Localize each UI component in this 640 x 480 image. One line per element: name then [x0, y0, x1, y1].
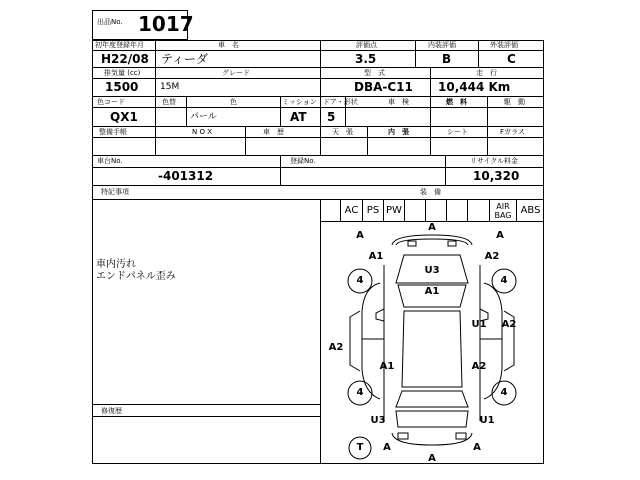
exterior-score-value: C — [507, 52, 516, 66]
score-label: 評価点 — [356, 41, 377, 49]
damage-mark-windshield: A1 — [424, 286, 440, 297]
interior-score-value: B — [442, 52, 452, 66]
nox-label: N O X — [192, 128, 212, 136]
damage-mark-hood: U3 — [424, 265, 440, 276]
glass-label: Fガラス — [500, 128, 525, 136]
score-value: 3.5 — [355, 52, 377, 66]
color-value: パール — [190, 112, 217, 122]
notes-label: 特記事項 — [101, 188, 129, 196]
transmission-label: ミッション — [282, 98, 317, 106]
equipment-cell: ABS — [516, 200, 544, 221]
rear-window-outline — [396, 391, 468, 407]
damage-mark-rear-right: A — [473, 442, 481, 453]
damage-mark-tire-rl: 4 — [356, 387, 364, 398]
front-bumper-outline — [392, 235, 472, 245]
damage-mark-rear-center: A — [428, 453, 436, 464]
roof-outline — [402, 311, 462, 387]
recycle-label: リサイクル料金 — [470, 157, 519, 165]
mileage-value: 10,444 Km — [438, 80, 511, 94]
damage-mark-front-center: A — [428, 222, 436, 233]
lot-number: 1017 — [138, 12, 194, 36]
color-code-value: QX1 — [110, 110, 138, 124]
trunk-outline — [396, 411, 468, 427]
model-label: 型 式 — [364, 69, 385, 77]
damage-mark-right-door-u: U1 — [471, 319, 487, 330]
recycle-value: 10,320 — [473, 169, 520, 183]
seat-label: シート — [447, 128, 468, 136]
damage-mark-right-rear-fender: U1 — [479, 415, 495, 426]
color-change-label: 色替 — [162, 98, 176, 106]
drive-label: 駆 動 — [504, 98, 525, 106]
equipment-cell — [467, 200, 489, 221]
damage-mark-tire-rr: 4 — [500, 387, 508, 398]
damage-mark-front-right: A — [496, 230, 504, 241]
doors-label: ドア・形状 — [323, 98, 358, 106]
transmission-value: AT — [290, 110, 307, 124]
inspection-label: 車 検 — [388, 98, 409, 106]
damage-mark-right-door-a: A2 — [501, 319, 517, 330]
equipment-cell: PS — [362, 200, 383, 221]
damage-mark-left-rear-fender: U3 — [370, 415, 386, 426]
car-name-value: ティーダ — [161, 52, 209, 66]
damage-mark-front-left: A — [356, 230, 364, 241]
equipment-cell: AIR BAG — [489, 200, 516, 221]
damage-mark-rear-left: A — [383, 442, 391, 453]
displacement-value: 1500 — [105, 80, 139, 94]
chassis-label: 車台No. — [97, 157, 123, 165]
mileage-label: 走 行 — [476, 69, 497, 77]
repair-history-label: 修復歴 — [101, 407, 122, 415]
vehicle-damage-diagram — [320, 221, 544, 464]
ceiling-label: 天 張 — [332, 128, 353, 136]
fuel-label: 燃 料 — [446, 98, 467, 106]
color-code-label: 色コード — [97, 98, 125, 106]
equipment-cell — [404, 200, 425, 221]
lot-label: 出品No. — [97, 18, 123, 26]
reg-date-label: 初年度登録年月 — [95, 41, 144, 49]
note-line-1: 車内汚れ — [96, 259, 136, 270]
exterior-score-label: 外装評価 — [490, 41, 518, 49]
equipment-cell: PW — [383, 200, 404, 221]
equipment-cell: AC — [340, 200, 362, 221]
damage-mark-tire-fr: 4 — [500, 275, 508, 286]
equipment-cell — [425, 200, 446, 221]
interior-score-label: 内装評価 — [428, 41, 456, 49]
damage-mark-spare: T — [356, 442, 364, 453]
grade-label: グレード — [222, 69, 250, 77]
history-label: 車 歴 — [263, 128, 284, 136]
chassis-value: -401312 — [158, 169, 214, 183]
equipment-label: 装 備 — [420, 188, 441, 196]
interior-trim-label: 内 張 — [388, 128, 409, 136]
note-line-2: エンドパネル歪み — [96, 271, 176, 282]
damage-mark-tire-fl: 4 — [356, 275, 364, 286]
damage-mark-left-rear-door: A1 — [379, 361, 395, 372]
front-grille-outline — [408, 241, 416, 246]
color-label: 色 — [230, 98, 237, 106]
model-value: DBA-C11 — [354, 80, 413, 94]
damage-mark-left-side: A2 — [328, 342, 344, 353]
doors-value: 5 — [327, 110, 336, 124]
reg-date-value: H22/08 — [101, 52, 149, 66]
manual-label: 整備手帳 — [99, 128, 127, 136]
grade-value: 15M — [160, 82, 180, 92]
displacement-label: 排気量 (cc) — [104, 69, 141, 77]
equipment-cell — [446, 200, 467, 221]
registration-label: 登録No. — [290, 157, 316, 165]
damage-mark-right-front-fender: A2 — [484, 251, 500, 262]
damage-mark-right-rear-door: A2 — [471, 361, 487, 372]
damage-mark-left-front-fender: A1 — [368, 251, 384, 262]
car-name-label: 車 名 — [218, 41, 239, 49]
